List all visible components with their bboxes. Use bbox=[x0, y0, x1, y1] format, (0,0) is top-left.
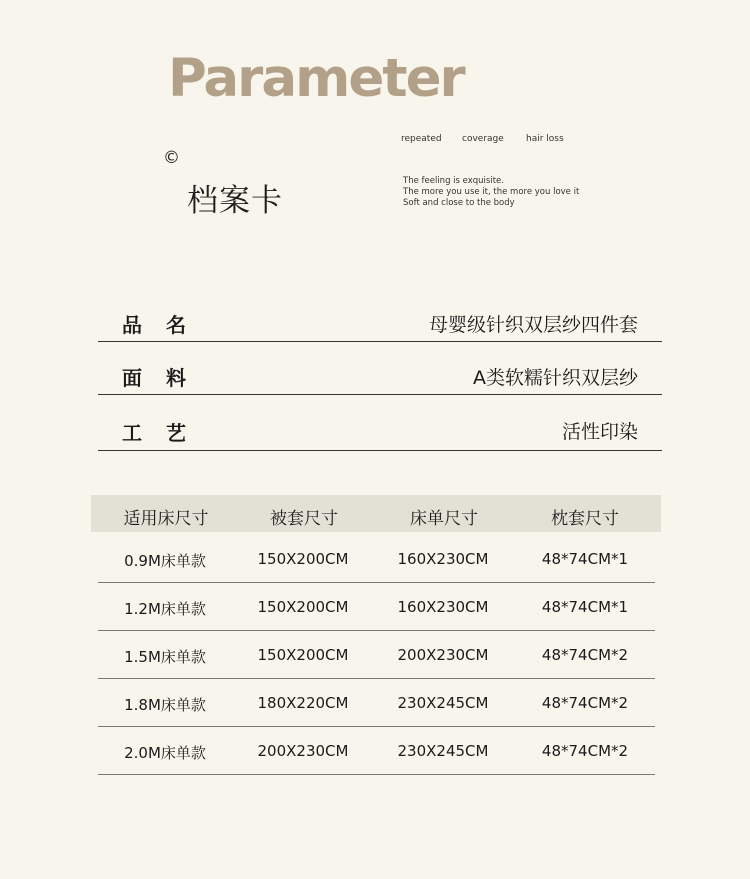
info-label-char: 艺 bbox=[166, 421, 188, 445]
table-cell: 230X245CM bbox=[397, 742, 489, 760]
table-cell: 48*74CM*2 bbox=[541, 694, 629, 712]
table-cell: 2.0M床单款 bbox=[124, 744, 206, 762]
page-title: Parameter bbox=[168, 48, 464, 109]
tag-coverage: coverage bbox=[462, 134, 504, 144]
table-cell: 150X200CM bbox=[257, 550, 349, 568]
table-cell: 200X230CM bbox=[397, 646, 489, 664]
divider bbox=[98, 450, 662, 451]
divider bbox=[98, 394, 662, 395]
table-cell: 1.5M床单款 bbox=[124, 648, 206, 666]
tag-repeated: repeated bbox=[401, 134, 442, 144]
table-cell: 150X200CM bbox=[257, 598, 349, 616]
slogan bbox=[403, 176, 579, 209]
table-cell: 160X230CM bbox=[397, 550, 489, 568]
table-cell: 1.2M床单款 bbox=[124, 600, 206, 618]
size-table-header bbox=[91, 495, 661, 532]
table-row bbox=[98, 534, 655, 583]
slogan-line: Soft and close to the body bbox=[403, 198, 515, 208]
info-label-process bbox=[122, 417, 188, 446]
info-label-char: 面 bbox=[122, 366, 144, 390]
table-cell: 48*74CM*1 bbox=[541, 598, 629, 616]
page-subtitle: 档案卡 bbox=[187, 183, 283, 219]
divider bbox=[98, 341, 662, 342]
tag-hair-loss: hair loss bbox=[526, 134, 564, 144]
table-cell: 48*74CM*2 bbox=[541, 742, 629, 760]
slogan-line: The more you use it, the more you love it bbox=[403, 187, 580, 197]
slogan-line: The feeling is exquisite. bbox=[403, 176, 504, 186]
table-cell: 1.8M床单款 bbox=[124, 696, 206, 714]
column-header: 枕套尺寸 bbox=[551, 509, 619, 529]
info-label-char: 品 bbox=[122, 313, 144, 337]
info-label-product-name bbox=[122, 309, 188, 338]
table-row bbox=[98, 678, 655, 727]
table-row bbox=[98, 630, 655, 679]
info-value-fabric: A类软糯针织双层纱 bbox=[473, 367, 638, 389]
table-cell: 180X220CM bbox=[257, 694, 349, 712]
column-header: 被套尺寸 bbox=[270, 509, 338, 529]
table-cell: 160X230CM bbox=[397, 598, 489, 616]
table-row bbox=[98, 726, 655, 775]
info-value-product-name: 母婴级针织双层纱四件套 bbox=[428, 314, 638, 336]
info-value-process: 活性印染 bbox=[561, 421, 638, 443]
table-cell: 48*74CM*2 bbox=[541, 646, 629, 664]
info-label-char: 料 bbox=[166, 366, 188, 390]
info-label-char: 工 bbox=[122, 421, 144, 445]
table-cell: 0.9M床单款 bbox=[124, 552, 206, 570]
column-header: 适用床尺寸 bbox=[123, 509, 209, 529]
info-label-fabric bbox=[122, 362, 188, 391]
table-cell: 230X245CM bbox=[397, 694, 489, 712]
table-cell: 150X200CM bbox=[257, 646, 349, 664]
table-cell: 200X230CM bbox=[257, 742, 349, 760]
info-label-char: 名 bbox=[166, 313, 188, 337]
table-row bbox=[98, 582, 655, 631]
table-cell: 48*74CM*1 bbox=[541, 550, 629, 568]
copyright-icon: © bbox=[163, 148, 180, 168]
column-header: 床单尺寸 bbox=[410, 509, 478, 529]
